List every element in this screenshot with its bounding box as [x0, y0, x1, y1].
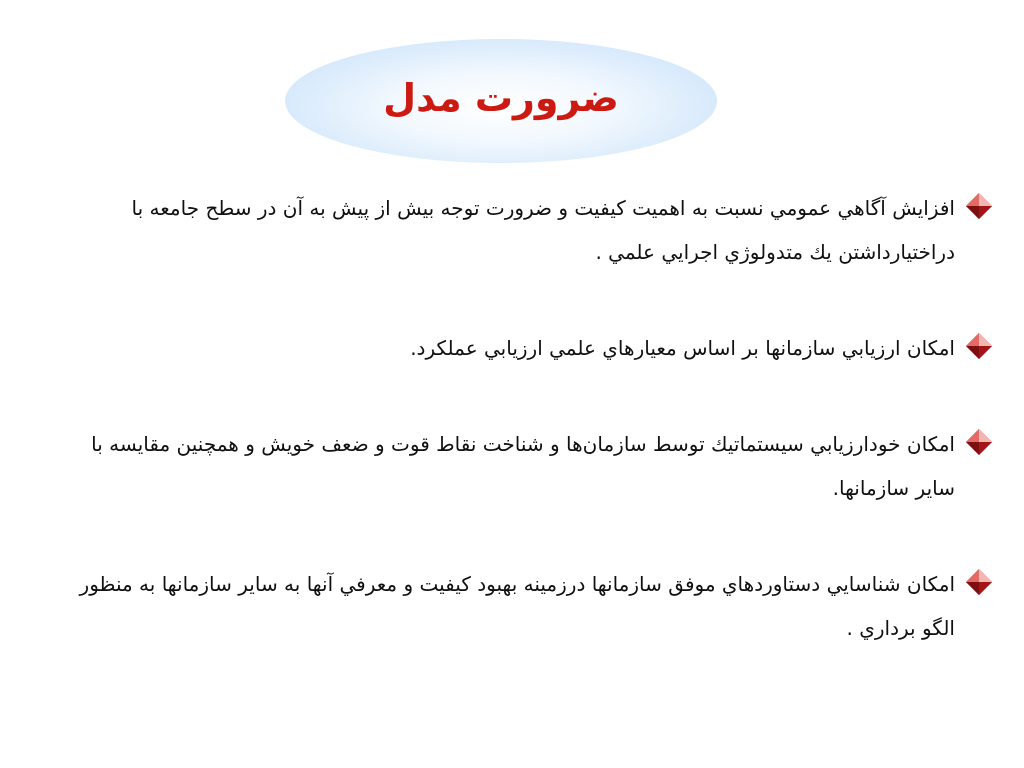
title-ellipse — [285, 39, 717, 163]
bullet-text: امكان شناسايي دستاوردهاي موفق سازمانها درزمينه بهبود كيفيت و معرفي آنها به ساير سازمانها به منظور الگو برداري . — [79, 572, 955, 640]
bullet-item — [60, 422, 995, 510]
bullet-item — [60, 186, 995, 274]
diamond-bullet-icon — [963, 426, 995, 458]
slide-title: ضرورت مدل — [383, 76, 619, 120]
diamond-bullet-icon — [963, 330, 995, 362]
bullet-text: افزايش آگاهي عمومي نسبت به اهميت كيفيت و ضرورت توجه بيش از پيش به آن در سطح جامعه با دراختيارداشتن يك متدولوژي اجرايي علمي . — [131, 196, 955, 264]
bullet-text: امكان ارزيابي سازمانها بر اساس معيارهاي علمي ارزيابي عملكرد. — [410, 336, 955, 360]
bullet-item — [60, 326, 995, 370]
bullet-item — [60, 562, 995, 650]
diamond-bullet-icon — [963, 566, 995, 598]
diamond-bullet-icon — [963, 190, 995, 222]
bullet-text: امکان خودارزيابي سيستماتيك توسط سازمان‌ها و شناخت نقاط قوت و ضعف خويش و همچنين مقايسه با ساير سازمانها. — [91, 432, 955, 500]
